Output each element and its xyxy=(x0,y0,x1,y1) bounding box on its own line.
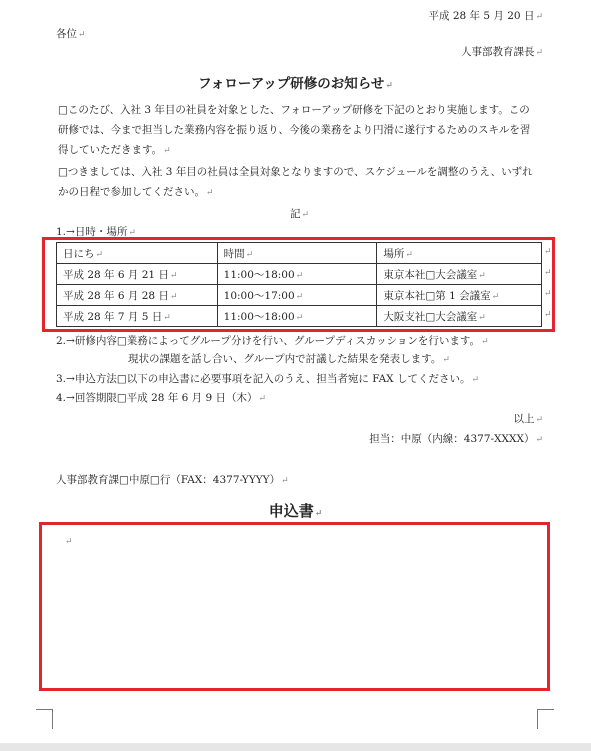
item-3: 3.→申込方法□以下の申込書に必要事項を記入のうえ、担当者宛に FAX してください。↵ xyxy=(56,373,480,385)
cell-time: 11:00～18:00↵ xyxy=(217,306,377,327)
header-place: 場所↵ xyxy=(377,243,542,264)
cell-place: 東京本社□大会議室↵ xyxy=(377,264,542,285)
recipient: 各位↵ xyxy=(56,28,86,40)
table-highlight-box xyxy=(42,237,555,332)
document-date: 平成 28 年 5 月 20 日↵ xyxy=(428,10,543,22)
cell-date: 平成 28 年 6 月 28 日↵ xyxy=(57,285,218,306)
cell-date: 平成 28 年 6 月 21 日↵ xyxy=(57,264,218,285)
empty-paragraph-mark: ↵ xyxy=(65,537,73,547)
application-form-box[interactable] xyxy=(39,522,550,691)
cell-time: 11:00～18:00↵ xyxy=(217,264,377,285)
header-time: 時間↵ xyxy=(217,243,377,264)
row-end-mark: ↵ xyxy=(544,247,552,257)
ki-label: 記↵ xyxy=(290,208,310,220)
contact-info: 担当：中原（内線：4377-XXXX）↵ xyxy=(369,433,543,445)
page-bottom-gutter xyxy=(0,743,591,751)
sender: 人事部教育課長↵ xyxy=(460,46,543,58)
cell-place: 大阪支社□大会議室↵ xyxy=(377,306,542,327)
cell-date: 平成 28 年 7 月 5 日↵ xyxy=(57,306,218,327)
crop-mark-right-v xyxy=(537,709,538,729)
row-end-mark: ↵ xyxy=(544,289,552,299)
row-end-mark: ↵ xyxy=(544,268,552,278)
header-date: 日にち↵ xyxy=(57,243,218,264)
application-title: 申込書↵ xyxy=(268,502,323,520)
document-title: フォローアップ研修のお知らせ↵ xyxy=(198,76,393,92)
instruction-paragraph: □つきましては、入社 3 年目の社員は全員対象となりますので、スケジュールを調整のうえ、いずれかの日程で参加してください。↵ xyxy=(58,166,533,198)
cell-time: 10:00～17:00↵ xyxy=(217,285,377,306)
item-1-heading: 1.→日時・場所↵ xyxy=(56,226,136,238)
item-2-line-1: 2.→研修内容□業務によってグループ分けを行い、グループディスカッションを行います。↵ xyxy=(56,335,489,347)
crop-mark-left-h xyxy=(36,709,53,710)
ijo-closing: 以上↵ xyxy=(513,413,543,425)
fax-destination: 人事部教育課□中原□行（FAX：4377-YYYY）↵ xyxy=(56,474,289,486)
crop-mark-left-v xyxy=(52,709,53,729)
item-2-line-2: 現状の課題を話し合い、グループ内で討議した結果を発表します。↵ xyxy=(128,353,450,365)
intro-paragraph: □このたび、入社 3 年目の社員を対象とした、フォローアップ研修を下記のとおり実施します。この研修では、今まで担当した業務内容を振り返り、今後の業務をより円滑に遂行するためのスキルを習得していただきます。↵ xyxy=(58,104,531,156)
cell-place: 東京本社□第 1 会議室↵ xyxy=(377,285,542,306)
row-end-mark: ↵ xyxy=(544,310,552,320)
crop-mark-right-h xyxy=(537,709,554,710)
item-4: 4.→回答期限□平成 28 年 6 月 9 日（木）↵ xyxy=(56,392,267,404)
